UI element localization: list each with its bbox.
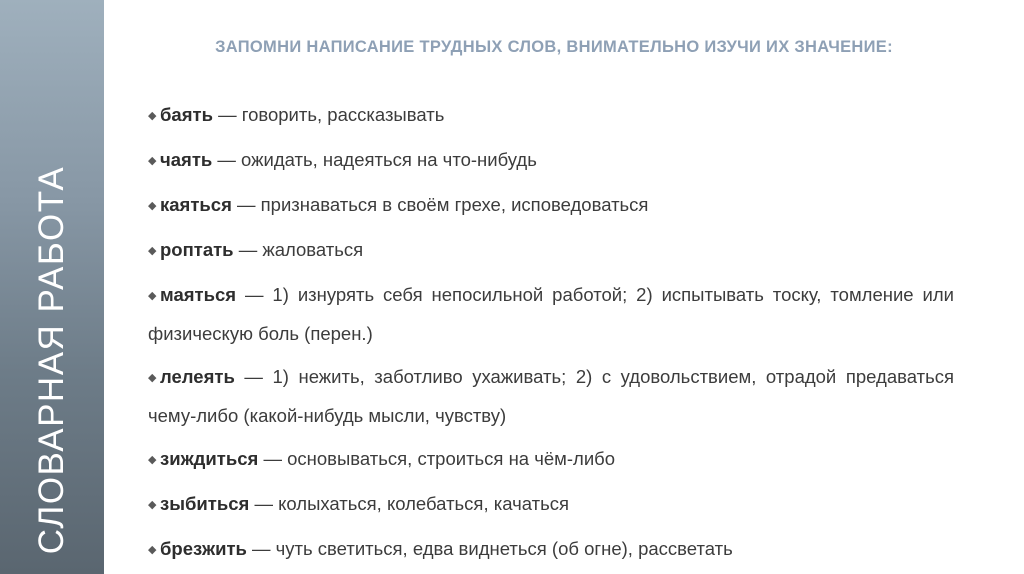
- diamond-bullet-icon: ◆: [148, 454, 157, 466]
- vocabulary-entry: [148, 485, 954, 524]
- entry-term: роптать: [160, 239, 234, 260]
- diamond-bullet-icon: ◆: [148, 290, 157, 302]
- diamond-bullet-icon: ◆: [148, 110, 157, 122]
- entry-term: каяться: [160, 194, 232, 215]
- vocabulary-entry: [148, 276, 954, 352]
- vocabulary-entry: [148, 141, 954, 180]
- entry-definition: — основываться, строиться на чём-либо: [258, 448, 616, 469]
- entry-term: баять: [160, 104, 213, 125]
- diamond-bullet-icon: ◆: [148, 499, 157, 511]
- diamond-bullet-icon: ◆: [148, 200, 157, 212]
- entry-term: маяться: [160, 284, 237, 305]
- entry-term: чаять: [160, 149, 213, 170]
- entry-definition: — 1) нежить, заботливо ухаживать; 2) с удовольствием, отрадой предаваться чему-либо (какой-нибудь мысли, чувству): [148, 366, 954, 426]
- vocabulary-entry: [148, 231, 954, 270]
- vocabulary-entry: [148, 530, 954, 569]
- entry-term: зыбиться: [160, 493, 250, 514]
- sidebar-panel: [0, 0, 104, 574]
- vocabulary-list: [148, 96, 954, 574]
- entry-term: зиждиться: [160, 448, 259, 469]
- vocabulary-entry: [148, 186, 954, 225]
- entry-definition: — колыхаться, колебаться, качаться: [249, 493, 570, 514]
- diamond-bullet-icon: ◆: [148, 372, 157, 384]
- vocabulary-entry: [148, 440, 954, 479]
- vocabulary-entry: [148, 358, 954, 434]
- entry-definition: — признаваться в своём грехе, исповедоваться: [231, 194, 649, 215]
- entry-definition: — чуть светиться, едва виднеться (об огне), рассветать: [246, 538, 733, 559]
- entry-definition: — ожидать, надеяться на что-нибудь: [212, 149, 537, 170]
- entry-term: лелеять: [160, 366, 235, 387]
- entry-definition: — жаловаться: [233, 239, 364, 260]
- diamond-bullet-icon: ◆: [148, 155, 157, 167]
- diamond-bullet-icon: ◆: [148, 544, 157, 556]
- page-heading: ЗАПОМНИ НАПИСАНИЕ ТРУДНЫХ СЛОВ, ВНИМАТЕЛЬНО ИЗУЧИ ИХ ЗНАЧЕНИЕ:: [215, 38, 893, 56]
- entry-definition: — 1) изнурять себя непосильной работой; 2) испытывать тоску, томление или физическую боль (перен.): [148, 284, 954, 344]
- entry-definition: — говорить, рассказывать: [212, 104, 445, 125]
- sidebar-title: СЛОВАРНАЯ РАБОТА: [32, 165, 71, 555]
- entry-term: брезжить: [160, 538, 247, 559]
- diamond-bullet-icon: ◆: [148, 245, 157, 257]
- vocabulary-entry: [148, 96, 954, 135]
